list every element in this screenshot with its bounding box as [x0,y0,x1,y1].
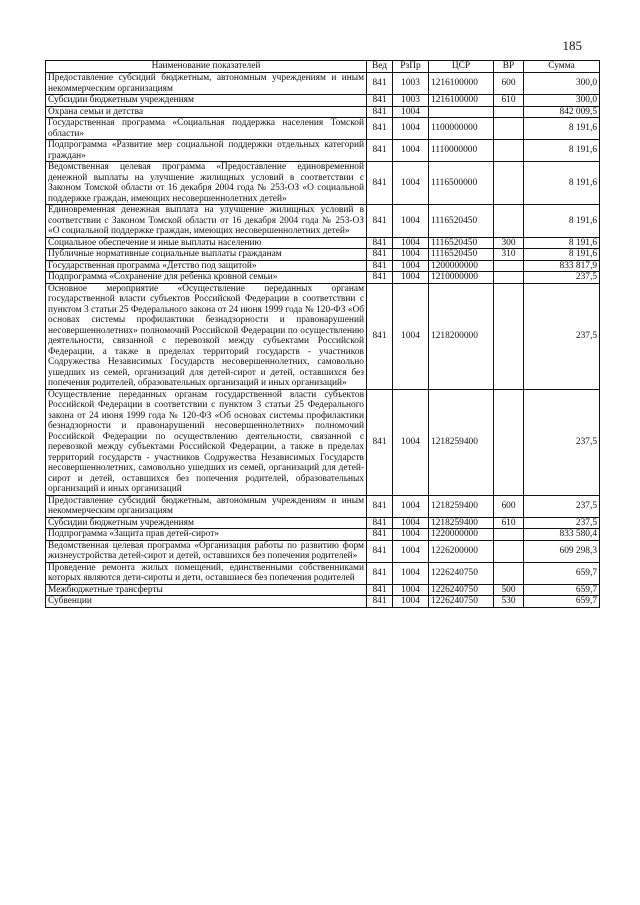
cell-sum: 833 580,4 [524,529,600,541]
cell-vr [494,562,524,584]
page-number: 185 [562,38,582,53]
cell-csr: 1226240750 [429,562,494,584]
cell-rzpr: 1004 [393,237,429,249]
table-row [46,95,600,107]
table-row [46,73,600,95]
cell-vr: 600 [494,73,524,95]
table-row [46,249,600,261]
cell-ved: 841 [367,95,393,107]
cell-ved: 841 [367,529,393,541]
cell-vr [494,283,524,389]
cell-name: Подпрограмма «Защита прав детей-сирот» [46,529,367,541]
table-row [46,260,600,272]
cell-rzpr: 1004 [393,106,429,118]
cell-ved: 841 [367,540,393,562]
cell-csr: 1116500000 [429,162,494,205]
table-row [46,205,600,238]
cell-name: Субсидии бюджетным учреждениям [46,517,367,529]
cell-rzpr: 1004 [393,140,429,162]
table-row [46,596,600,608]
cell-ved: 841 [367,106,393,118]
header-ved: Вед [367,61,393,73]
table-row [46,106,600,118]
cell-vr [494,140,524,162]
cell-sum: 609 298,3 [524,540,600,562]
table-row [46,517,600,529]
cell-csr: 1220000000 [429,529,494,541]
cell-vr [494,260,524,272]
cell-sum: 237,5 [524,495,600,517]
cell-vr: 610 [494,517,524,529]
cell-sum: 300,0 [524,95,600,107]
cell-ved: 841 [367,237,393,249]
cell-sum: 8 191,6 [524,205,600,238]
cell-name: Предоставление субсидий бюджетным, автономным учреждениям и иным некоммерческим организациям [46,495,367,517]
header-sum: Сумма [524,61,600,73]
cell-csr: 1226240750 [429,584,494,596]
cell-sum: 659,7 [524,584,600,596]
cell-name: Ведомственная целевая программа «Предоставление единовременной денежной выплаты на улучшение жилищных условий в соответствии с Законом Томской области от 16 декабря 2004 года № 253-ОЗ «О социальной поддержке граждан, имеющих несовершеннолетних детей» [46,162,367,205]
cell-vr [494,540,524,562]
cell-csr: 1226200000 [429,540,494,562]
cell-sum: 300,0 [524,73,600,95]
cell-rzpr: 1004 [393,529,429,541]
cell-ved: 841 [367,249,393,261]
cell-ved: 841 [367,596,393,608]
cell-vr: 310 [494,249,524,261]
cell-vr [494,162,524,205]
cell-ved: 841 [367,495,393,517]
cell-csr: 1110000000 [429,140,494,162]
cell-sum: 237,5 [524,389,600,495]
table-row [46,584,600,596]
header-rzpr: РзПр [393,61,429,73]
header-name: Наименование показателей [46,61,367,73]
header-csr: ЦСР [429,61,494,73]
cell-vr [494,529,524,541]
cell-csr: 1218259400 [429,389,494,495]
cell-sum: 8 191,6 [524,237,600,249]
cell-rzpr: 1004 [393,584,429,596]
cell-csr [429,106,494,118]
cell-csr: 1116520450 [429,205,494,238]
table-row [46,562,600,584]
cell-csr: 1216100000 [429,73,494,95]
cell-name: Единовременная денежная выплата на улучшение жилищных условий в соответствии с Законом Томской области от 16 декабря 2004 года № 253-ОЗ «О социальной поддержке граждан, имеющих несовершеннолетних детей» [46,205,367,238]
cell-ved: 841 [367,162,393,205]
cell-vr [494,389,524,495]
cell-vr [494,205,524,238]
budget-table [45,60,600,608]
table-row [46,389,600,495]
cell-name: Предоставление субсидий бюджетным, автономным учреждениям и иным некоммерческим организациям [46,73,367,95]
cell-sum: 659,7 [524,562,600,584]
cell-csr: 1116520450 [429,249,494,261]
cell-name: Социальное обеспечение и иные выплаты населению [46,237,367,249]
cell-ved: 841 [367,73,393,95]
cell-ved: 841 [367,272,393,284]
cell-name: Подпрограмма «Сохранение для ребенка кровной семьи» [46,272,367,284]
cell-rzpr: 1004 [393,596,429,608]
cell-ved: 841 [367,140,393,162]
cell-ved: 841 [367,205,393,238]
cell-rzpr: 1004 [393,562,429,584]
table-body [46,73,600,608]
cell-vr [494,272,524,284]
cell-csr: 1226240750 [429,596,494,608]
table-row [46,495,600,517]
cell-sum: 833 817,9 [524,260,600,272]
cell-name: Подпрограмма «Развитие мер социальной поддержки отдельных категорий граждан» [46,140,367,162]
cell-csr: 1218200000 [429,283,494,389]
cell-sum: 842 009,5 [524,106,600,118]
cell-vr: 300 [494,237,524,249]
table-row [46,529,600,541]
cell-csr: 1100000000 [429,118,494,140]
cell-ved: 841 [367,389,393,495]
cell-sum: 8 191,6 [524,118,600,140]
cell-vr: 500 [494,584,524,596]
table-row [46,237,600,249]
cell-rzpr: 1004 [393,118,429,140]
cell-vr [494,118,524,140]
cell-rzpr: 1004 [393,205,429,238]
cell-rzpr: 1004 [393,517,429,529]
cell-csr: 1216100000 [429,95,494,107]
cell-rzpr: 1004 [393,249,429,261]
cell-name: Субсидии бюджетным учреждениям [46,95,367,107]
cell-ved: 841 [367,517,393,529]
cell-rzpr: 1004 [393,272,429,284]
table-row [46,118,600,140]
cell-sum: 237,5 [524,517,600,529]
table-row [46,272,600,284]
cell-ved: 841 [367,584,393,596]
table-row [46,162,600,205]
cell-sum: 8 191,6 [524,140,600,162]
cell-name: Государственная программа «Социальная поддержка населения Томской области» [46,118,367,140]
cell-name: Осуществление переданных органам государственной власти субъектов Российской Федерации в соответствии с пунктом 3 статьи 25 Федерального закона от 24 июня 1999 года № 120-ФЗ «Об основах системы профилактики безнадзорности и правонарушений несовершеннолетних» полномочий Российской Федерации по осуществлению деятельности, связанной с перевозкой между субъектами Российской Федерации, а также в пределах территорий государств - участников Содружества Независимых Государств несовершеннолетних, самовольно ушедших из семей, организаций для детей-сирот и детей, оставшихся без попечения родителей, образовательных организаций и иных организаций [46,389,367,495]
cell-ved: 841 [367,283,393,389]
cell-csr: 1210000000 [429,272,494,284]
cell-name: Ведомственная целевая программа «Организация работы по развитию форм жизнеустройства детей-сирот и детей, оставшихся без попечения родителей» [46,540,367,562]
cell-vr [494,106,524,118]
cell-ved: 841 [367,562,393,584]
cell-rzpr: 1004 [393,389,429,495]
cell-csr: 1218259400 [429,517,494,529]
cell-sum: 8 191,6 [524,162,600,205]
cell-ved: 841 [367,260,393,272]
table-row [46,140,600,162]
cell-sum: 237,5 [524,272,600,284]
table-header-row [46,61,600,73]
cell-name: Государственная программа «Детство под защитой» [46,260,367,272]
cell-vr: 600 [494,495,524,517]
cell-rzpr: 1003 [393,95,429,107]
cell-csr: 1116520450 [429,237,494,249]
cell-name: Проведение ремонта жилых помещений, единственными собственниками которых являются дети-сироты и дети, оставшиеся без попечения родителей [46,562,367,584]
cell-name: Публичные нормативные социальные выплаты гражданам [46,249,367,261]
cell-rzpr: 1004 [393,260,429,272]
cell-rzpr: 1003 [393,73,429,95]
cell-ved: 841 [367,118,393,140]
cell-sum: 8 191,6 [524,249,600,261]
cell-name: Межбюджетные трансферты [46,584,367,596]
cell-csr: 1200000000 [429,260,494,272]
cell-rzpr: 1004 [393,540,429,562]
cell-sum: 237,5 [524,283,600,389]
header-vr: ВР [494,61,524,73]
cell-name: Субвенции [46,596,367,608]
cell-name: Охрана семьи и детства [46,106,367,118]
cell-rzpr: 1004 [393,162,429,205]
cell-sum: 659,7 [524,596,600,608]
cell-rzpr: 1004 [393,283,429,389]
cell-name: Основное мероприятие «Осуществление переданных органам государственной власти субъектов Российской Федерации в соответствии с пунктом 3 статьи 25 Федерального закона от 24 июня 1999 года № 120-ФЗ «Об основах системы профилактики безнадзорности и правонарушений несовершеннолетних» полномочий Российской Федерации по осуществлению деятельности, связанной с перевозкой между субъектами Российской Федерации, а также в пределах территорий государств - участников Содружества Независимых Государств несовершеннолетних, самовольно ушедших из семей, организаций для детей-сирот и детей, оставшихся без попечения родителей, образовательных организаций и иных организаций» [46,283,367,389]
cell-vr: 610 [494,95,524,107]
table-row [46,283,600,389]
table-row [46,540,600,562]
cell-csr: 1218259400 [429,495,494,517]
cell-rzpr: 1004 [393,495,429,517]
cell-vr: 530 [494,596,524,608]
